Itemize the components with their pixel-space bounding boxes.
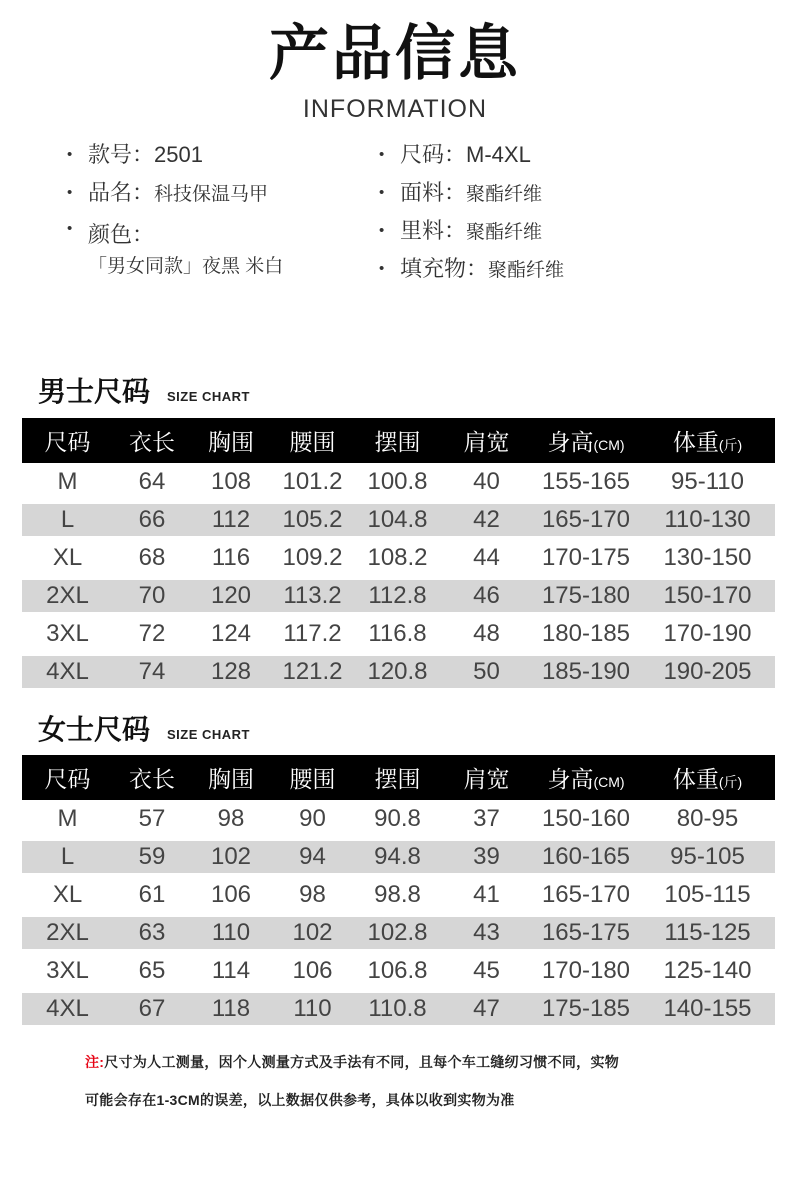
table-cell: 43 [473, 919, 500, 946]
table-cell: 63 [138, 919, 166, 946]
table-cell: 44 [473, 544, 500, 571]
table-cell: 140-155 [663, 995, 752, 1022]
table-cell: 117.2 [283, 620, 342, 647]
table-cell: 150-170 [663, 582, 752, 609]
info-value: 聚酯纤维 [466, 184, 543, 205]
header-label: 胸围 [208, 766, 254, 792]
header-label: 身高 [547, 429, 594, 455]
table-cell: 106.8 [367, 957, 428, 984]
table-row [22, 914, 775, 952]
bullet-icon: • [67, 220, 73, 237]
table-cell: 102 [210, 843, 252, 870]
table-cell: 74 [138, 658, 166, 685]
header-label: 摆围 [374, 766, 421, 792]
table-row [22, 577, 775, 615]
table-row [22, 876, 775, 914]
header-cell [113, 761, 191, 794]
table-cell: 46 [473, 582, 500, 609]
table-cell: XL [52, 881, 83, 908]
women-size-tag: SIZE CHART [167, 727, 250, 742]
table-cell: 124 [210, 620, 252, 647]
table-row [22, 800, 775, 838]
bullet-icon: • [379, 260, 385, 277]
table-cell: 120.8 [367, 658, 428, 685]
table-cell: 104.8 [367, 506, 428, 533]
info-value: 聚酯纤维 [488, 260, 565, 281]
table-cell: 185-190 [541, 658, 631, 685]
header-label: 肩宽 [463, 429, 510, 455]
note-line-2 [85, 1089, 515, 1111]
header-cell [191, 424, 271, 457]
table-cell: 150-160 [541, 805, 631, 832]
note-text-1: 尺寸为人工测量，因个人测量方式及手法有不同，且每个车工缝纫习惯不同，实物 [104, 1054, 620, 1070]
header-unit: (斤) [718, 774, 743, 790]
info-filling [379, 254, 565, 286]
table-cell: 112.8 [368, 582, 427, 609]
header-cell [441, 761, 532, 794]
page-subtitle: INFORMATION [302, 95, 488, 123]
info-color-value: 「男女同款」夜黑 米白 [88, 256, 284, 277]
table-row [22, 990, 775, 1028]
table-cell: 160-165 [541, 843, 631, 870]
table-cell: 80-95 [676, 805, 739, 832]
table-cell: 39 [473, 843, 500, 870]
table-header-row [22, 418, 775, 463]
table-cell: 90.8 [374, 805, 421, 832]
table-cell: 106 [292, 957, 333, 984]
info-label: 款号： [88, 142, 155, 167]
header-label: 身高 [547, 766, 594, 792]
header-unit: (CM) [593, 774, 625, 790]
table-cell: L [60, 843, 75, 870]
header-label: 体重 [672, 766, 719, 792]
table-cell: 108 [210, 468, 252, 495]
info-value: 科技保温马甲 [154, 184, 269, 205]
table-cell: 180-185 [541, 620, 631, 647]
header-label: 衣长 [129, 429, 175, 455]
header-label: 尺码 [44, 429, 91, 455]
header-cell [271, 424, 354, 457]
table-cell: 165-170 [541, 881, 631, 908]
info-label: 里料： [400, 218, 467, 243]
table-header-row [22, 755, 775, 800]
table-cell: 95-105 [670, 843, 745, 870]
table-cell: 3XL [46, 957, 89, 984]
bullet-icon: • [379, 222, 385, 239]
table-cell: 41 [473, 881, 500, 908]
header-unit: (斤) [718, 437, 743, 453]
table-cell: 3XL [46, 620, 89, 647]
header-label: 腰围 [289, 766, 336, 792]
info-label: 填充物： [400, 256, 489, 281]
table-cell: 110-130 [664, 506, 751, 533]
header-label: 腰围 [289, 429, 336, 455]
table-cell: 175-185 [541, 995, 631, 1022]
table-cell: 72 [138, 620, 166, 647]
info-label: 面料： [400, 180, 467, 205]
table-cell: 170-180 [541, 957, 631, 984]
bullet-icon: • [67, 184, 73, 201]
table-cell: 64 [138, 468, 166, 495]
table-cell: 67 [138, 995, 166, 1022]
header-cell [191, 761, 271, 794]
header-cell [354, 424, 441, 457]
women-size-title: 女士尺码 [38, 714, 151, 745]
table-cell: 66 [138, 506, 166, 533]
header-label: 摆围 [374, 429, 421, 455]
table-row [22, 952, 775, 990]
table-cell: 98 [217, 805, 245, 832]
header-cell [640, 424, 775, 457]
table-cell: 47 [473, 995, 500, 1022]
header-cell [532, 424, 640, 457]
info-fabric [379, 178, 543, 210]
table-cell: 94.8 [374, 843, 421, 870]
info-value: 2501 [154, 142, 203, 167]
header-cell [22, 761, 113, 794]
table-cell: L [60, 506, 75, 533]
table-cell: 4XL [46, 995, 89, 1022]
header-cell [640, 761, 775, 794]
table-cell: 116 [211, 544, 251, 571]
table-cell: 125-140 [663, 957, 752, 984]
bullet-icon: • [379, 146, 385, 163]
table-cell: 118 [211, 995, 251, 1022]
table-cell: 68 [138, 544, 166, 571]
table-cell: 95-110 [671, 468, 744, 495]
note-prefix: 注: [85, 1054, 105, 1070]
table-cell: 114 [211, 957, 251, 984]
table-cell: 110 [293, 995, 332, 1022]
table-cell: 113.2 [283, 582, 342, 609]
header-unit: (CM) [593, 437, 625, 453]
women-size-table [22, 755, 775, 1028]
bullet-icon: • [67, 146, 73, 163]
table-cell: 105.2 [282, 506, 343, 533]
info-style-no [67, 140, 203, 170]
table-cell: 100.8 [367, 468, 428, 495]
header-label: 衣长 [129, 766, 175, 792]
table-row [22, 463, 775, 501]
table-cell: 98.8 [374, 881, 421, 908]
table-row [22, 501, 775, 539]
table-cell: 121.2 [282, 658, 343, 685]
table-row [22, 838, 775, 876]
table-cell: 98 [299, 881, 326, 908]
men-size-title: 男士尺码 [38, 376, 151, 407]
table-cell: 190-205 [663, 658, 752, 685]
table-cell: M [57, 805, 78, 832]
table-row [22, 653, 775, 691]
header-cell [441, 424, 532, 457]
bullet-icon: • [379, 184, 385, 201]
header-cell [113, 424, 191, 457]
header-label: 尺码 [44, 766, 91, 792]
table-cell: 115-125 [664, 919, 751, 946]
table-cell: 170-175 [541, 544, 631, 571]
header-label: 肩宽 [463, 766, 510, 792]
header-label: 胸围 [208, 429, 254, 455]
header-cell [22, 424, 113, 457]
info-value: M-4XL [466, 142, 531, 167]
men-size-tag: SIZE CHART [167, 389, 250, 404]
header-label: 体重 [672, 429, 719, 455]
table-cell: 165-170 [541, 506, 631, 533]
table-cell: 108.2 [367, 544, 428, 571]
table-cell: 109.2 [282, 544, 343, 571]
info-label: 品名： [88, 180, 155, 205]
table-row [22, 539, 775, 577]
table-cell: 116.8 [368, 620, 427, 647]
table-cell: 130-150 [663, 544, 752, 571]
info-product-name [67, 178, 269, 210]
table-cell: 170-190 [663, 620, 752, 647]
info-value: 聚酯纤维 [466, 222, 543, 243]
table-cell: 2XL [46, 919, 89, 946]
table-cell: 40 [473, 468, 500, 495]
table-cell: M [57, 468, 78, 495]
table-cell: 105-115 [664, 881, 751, 908]
table-cell: 94 [299, 843, 326, 870]
table-cell: 112 [211, 506, 251, 533]
table-cell: XL [52, 544, 83, 571]
header-cell [271, 761, 354, 794]
table-cell: 155-165 [541, 468, 631, 495]
table-cell: 165-175 [541, 919, 631, 946]
note-text-2: 可能会存在1-3CM的误差，以上数据仅供参考，具体以收到实物为准 [85, 1092, 515, 1108]
info-color [67, 220, 155, 250]
table-cell: 50 [473, 658, 500, 685]
header-cell [532, 761, 640, 794]
table-cell: 45 [473, 957, 500, 984]
table-cell: 102 [292, 919, 333, 946]
table-cell: 59 [138, 843, 166, 870]
table-cell: 4XL [46, 658, 89, 685]
page-title: 产品信息 [269, 20, 521, 87]
table-cell: 128 [210, 658, 252, 685]
table-cell: 65 [138, 957, 166, 984]
table-cell: 175-180 [541, 582, 631, 609]
table-cell: 48 [473, 620, 500, 647]
table-row [22, 615, 775, 653]
info-size-range [379, 140, 531, 170]
table-cell: 120 [210, 582, 252, 609]
note-line-1 [85, 1051, 619, 1073]
table-cell: 42 [473, 506, 500, 533]
header-cell [354, 761, 441, 794]
table-cell: 57 [138, 805, 166, 832]
table-cell: 101.2 [282, 468, 343, 495]
table-cell: 2XL [46, 582, 89, 609]
info-label: 尺码： [400, 142, 467, 167]
men-size-table [22, 418, 775, 691]
info-lining [379, 216, 543, 248]
table-cell: 61 [138, 881, 166, 908]
table-cell: 90 [299, 805, 326, 832]
table-cell: 110.8 [368, 995, 427, 1022]
info-label: 颜色： [88, 222, 155, 247]
table-cell: 70 [138, 582, 166, 609]
table-cell: 106 [210, 881, 252, 908]
table-cell: 102.8 [367, 919, 428, 946]
table-cell: 37 [473, 805, 500, 832]
table-cell: 110 [211, 919, 251, 946]
